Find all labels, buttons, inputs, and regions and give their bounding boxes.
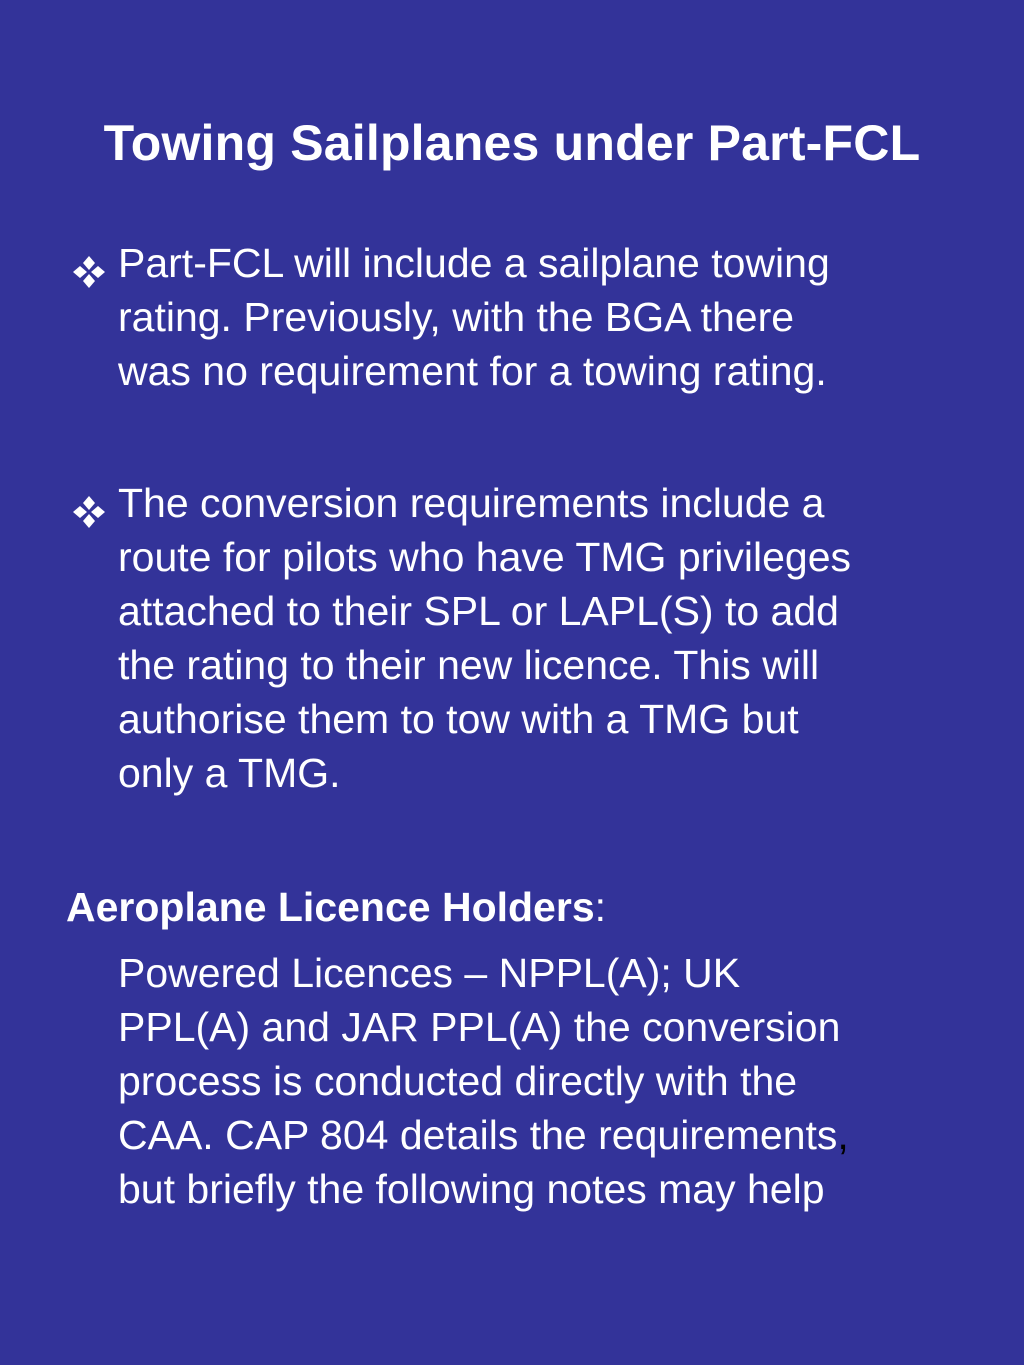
- trailing-comma: ,: [837, 1112, 849, 1158]
- bullet-line: only a TMG.: [118, 750, 341, 796]
- bullet-line: authorise them to tow with a TMG but: [118, 696, 799, 742]
- four-diamond-bullet-icon: [72, 248, 106, 282]
- paragraph-line-with-comma: [118, 1108, 958, 1162]
- bullet-line: rating. Previously, with the BGA there: [118, 294, 795, 340]
- four-diamond-bullet-icon: [72, 488, 106, 522]
- slide-title: Towing Sailplanes under Part-FCL: [103, 115, 921, 171]
- bullet-line: was no requirement for a towing rating.: [118, 348, 827, 394]
- section-heading-colon: :: [594, 884, 607, 930]
- bullet-line: route for pilots who have TMG privileges: [118, 534, 852, 580]
- section-heading: [66, 880, 606, 934]
- bullet-text: [118, 236, 952, 398]
- paragraph-line: CAA. CAP 804 details the requirements: [118, 1112, 838, 1158]
- paragraph-line: but briefly the following notes may help: [118, 1166, 825, 1212]
- section-paragraph: [118, 946, 958, 1216]
- bullet-line: the rating to their new licence. This will: [118, 642, 820, 688]
- paragraph-line: process is conducted directly with the: [118, 1058, 798, 1104]
- bullet-text: [118, 476, 952, 800]
- paragraph-line: Powered Licences – NPPL(A); UK: [118, 950, 741, 996]
- bullet-line: The conversion requirements include a: [118, 480, 825, 526]
- bullet-item: [72, 476, 952, 800]
- bullet-line: attached to their SPL or LAPL(S) to add: [118, 588, 839, 634]
- bullet-line: Part-FCL will include a sailplane towing: [118, 240, 830, 286]
- bullet-item: [72, 236, 952, 398]
- section-heading-text: Aeroplane Licence Holders: [66, 884, 595, 930]
- paragraph-line: PPL(A) and JAR PPL(A) the conversion: [118, 1004, 841, 1050]
